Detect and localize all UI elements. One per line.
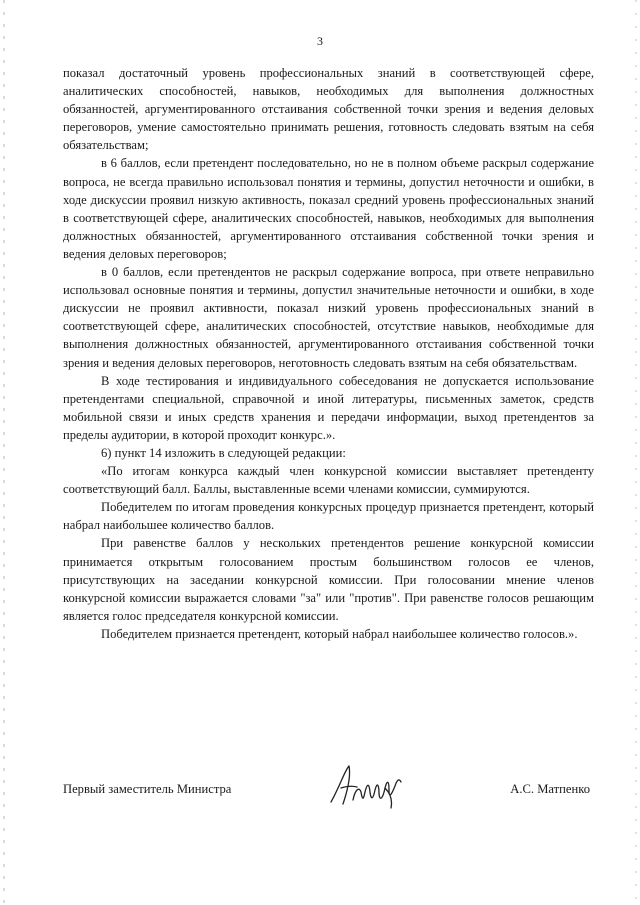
handwritten-signature [325,762,411,810]
paragraph-tie-vote: При равенстве баллов у нескольких претендентов решение конкурсной комиссии принимается открытым голосованием простым большинством голосов ее членов, присутствующих на заседании конкурсной комиссии. При голосовании мнение членов конкурсной комиссии выражается словами "за" или "против". При равенстве голосов решающим является голос председателя конкурсной комиссии. [63,536,594,623]
scan-edge-left-decoration [2,0,6,905]
signatory-name: А.С. Матпенко [510,782,590,796]
document-body [63,64,594,643]
paragraph-0-points: в 0 баллов, если претендентов не раскрыл содержание вопроса, при ответе неправильно использовал основные понятия и термины, допустил значительные неточности и ошибки, в ходе дискуссии не проявил активности, показал низкий уровень профессиональных знаний в соответствующей сфере, аналитических способностей, отсутствие навыков, необходимые для выполнения должностных обязанностей, аргументированного отстаивания собственной точки зрения и ведения деловых переговоров, неготовность следовать взятым на себя обязательствам. [63,265,594,370]
signatory-position: Первый заместитель Министра [63,782,232,796]
page-number: 3 [317,34,323,48]
paragraph-testing-rules: В ходе тестирования и индивидуального собеседования не допускается использование претендентами специальной, справочной и иной литературы, письменных заметок, средств мобильной связи и иных средств хранения и передачи информации, выход претендентов за пределы аудитории, в которой проходит конкурс.». [63,373,594,442]
signature-block [63,780,594,820]
paragraph-winner-score: Победителем по итогам проведения конкурсных процедур признается претендент, который набрал наибольшее количество баллов. [63,500,594,533]
scan-edge-right-decoration [634,0,638,905]
paragraph-score-sum: «По итогам конкурса каждый член конкурсной комиссии выставляет претенденту соответствующий балл. Баллы, выставленные всеми членами комиссии, суммируются. [63,464,594,497]
paragraph-continuation: показал достаточный уровень профессиональных знаний в соответствующей сфере, аналитических способностей, навыков, необходимых для выполнения должностных обязанностей, аргументированного отстаивания собственной точки зрения и ведения деловых переговоров, умение самостоятельно принимать решения, готовность следовать взятым на себя обязательствам; [63,66,594,153]
paragraph-item-14: 6) пункт 14 изложить в следующей редакции: [101,445,346,460]
paragraph-winner-votes: Победителем признается претендент, который набрал наибольшее количество голосов.». [101,626,578,641]
paragraph-6-points: в 6 баллов, если претендент последовательно, но не в полном объеме раскрыл содержание вопроса, не всегда правильно использовал понятия и термины, допустил неточности и ошибки, в ходе дискуссии проявил низкую активность, показал средний уровень профессиональных знаний в соответствующей сфере, аналитических способностей, навыков, необходимых для выполнения должностных обязанностей, аргументированного отстаивания собственной точки зрения и ведения деловых переговоров; [63,156,594,261]
